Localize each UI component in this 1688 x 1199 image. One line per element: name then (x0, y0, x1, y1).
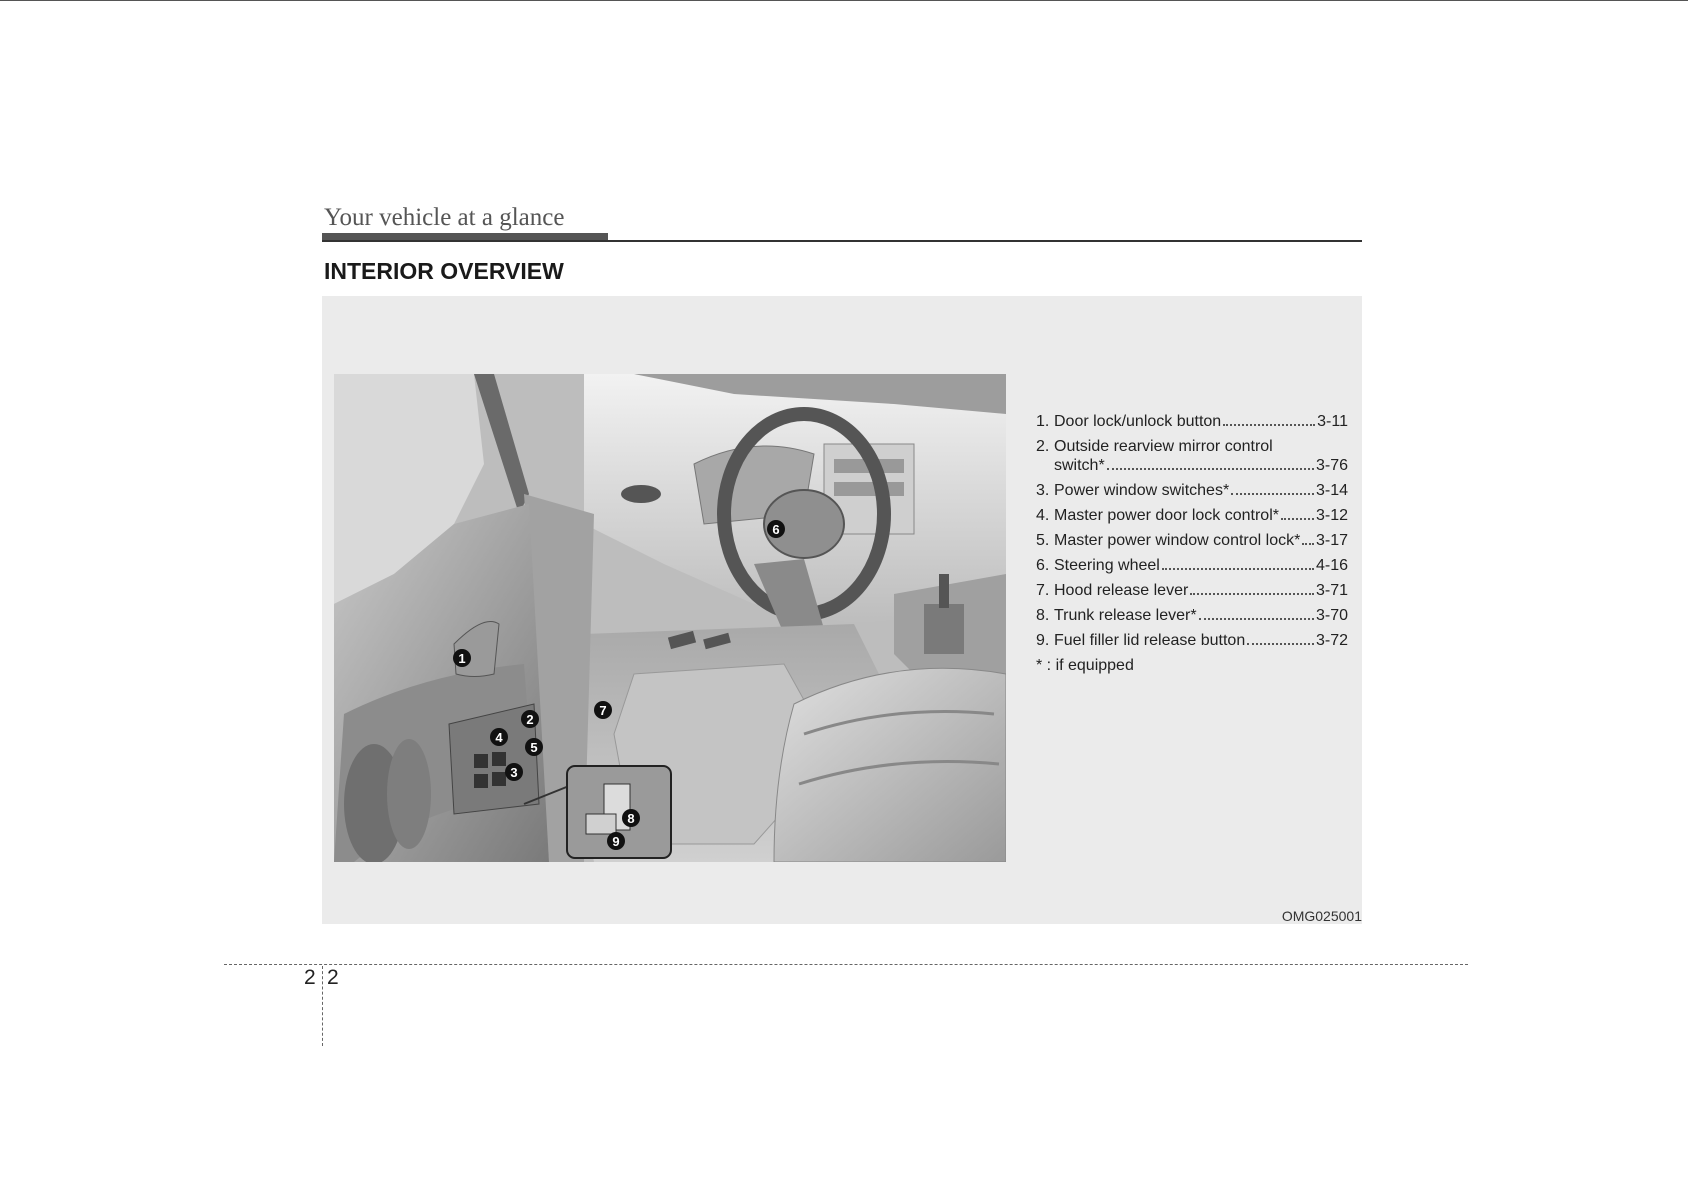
interior-illustration (334, 374, 1006, 862)
svg-text:5: 5 (530, 740, 538, 755)
legend-item (1036, 506, 1348, 525)
dot-leader (1223, 424, 1315, 426)
legend-number: 2. (1036, 438, 1050, 455)
legend-page-ref: 3-17 (1315, 532, 1348, 549)
legend-page-ref: 3-11 (1317, 413, 1348, 430)
svg-text:2: 2 (526, 712, 534, 727)
callout-3 (505, 763, 523, 781)
legend-page-ref: 3-70 (1315, 607, 1348, 624)
callout-9 (607, 832, 625, 850)
legend-label: Hood release lever (1054, 582, 1189, 599)
dot-leader (1281, 518, 1314, 520)
footer-dashed-divider (322, 966, 323, 1046)
legend-item (1036, 412, 1348, 431)
legend-number: 5. (1036, 532, 1050, 549)
legend-label: Door lock/unlock button (1054, 413, 1222, 430)
legend-item (1036, 631, 1348, 650)
callout-1 (453, 649, 471, 667)
svg-text:9: 9 (612, 834, 620, 849)
legend-item (1036, 437, 1348, 475)
svg-text:8: 8 (627, 811, 635, 826)
dot-leader (1302, 543, 1314, 545)
legend-label: Master power window control lock* (1054, 532, 1301, 549)
callout-7 (594, 701, 612, 719)
dot-leader (1199, 618, 1314, 620)
chapter-number: 2 (304, 966, 316, 989)
legend-label-continued: switch* (1054, 457, 1105, 474)
legend-number: 9. (1036, 632, 1050, 649)
legend-number: 3. (1036, 482, 1050, 499)
legend-page-ref: 3-72 (1315, 632, 1348, 649)
running-header: Your vehicle at a glance (324, 204, 565, 231)
callout-6 (767, 520, 785, 538)
legend-page-ref: 3-76 (1315, 457, 1348, 474)
top-rule (0, 0, 1688, 1)
legend-page-ref: 3-71 (1315, 582, 1348, 599)
dot-leader (1107, 468, 1314, 470)
section-title: INTERIOR OVERVIEW (324, 258, 564, 284)
callout-2 (521, 710, 539, 728)
dot-leader (1190, 593, 1314, 595)
legend-page-ref: 3-14 (1315, 482, 1348, 499)
legend-number: 6. (1036, 557, 1050, 574)
legend-item (1036, 556, 1348, 575)
legend-label: Fuel filler lid release button (1054, 632, 1246, 649)
footer-dashed-rule (224, 964, 1468, 965)
svg-text:3: 3 (510, 765, 518, 780)
legend-page-ref: 4-16 (1315, 557, 1348, 574)
parts-legend (1036, 412, 1348, 675)
callout-5 (525, 738, 543, 756)
legend-label: Power window switches* (1054, 482, 1230, 499)
svg-text:1: 1 (458, 651, 466, 666)
dot-leader (1162, 568, 1314, 570)
legend-number: 4. (1036, 507, 1050, 524)
legend-number: 7. (1036, 582, 1050, 599)
legend-label: Master power door lock control* (1054, 507, 1279, 524)
legend-item (1036, 531, 1348, 550)
legend-page-ref: 3-12 (1315, 507, 1348, 524)
legend-label: Steering wheel (1054, 557, 1160, 574)
legend-label: Outside rearview mirror control (1054, 438, 1273, 455)
svg-text:6: 6 (772, 522, 780, 537)
legend-item (1036, 481, 1348, 500)
callout-4 (490, 728, 508, 746)
page-number: 2 (327, 966, 339, 989)
legend-item (1036, 581, 1348, 600)
figure-code: OMG025001 (1281, 908, 1362, 924)
footnote: * : if equipped (1036, 657, 1134, 674)
svg-text:4: 4 (495, 730, 503, 745)
dot-leader (1247, 643, 1314, 645)
legend-number: 8. (1036, 607, 1050, 624)
callout-8 (622, 809, 640, 827)
dot-leader (1231, 493, 1314, 495)
legend-number: 1. (1036, 413, 1050, 430)
legend-item (1036, 606, 1348, 625)
header-rule (322, 240, 1362, 242)
svg-text:7: 7 (599, 703, 607, 718)
legend-label: Trunk release lever* (1054, 607, 1197, 624)
